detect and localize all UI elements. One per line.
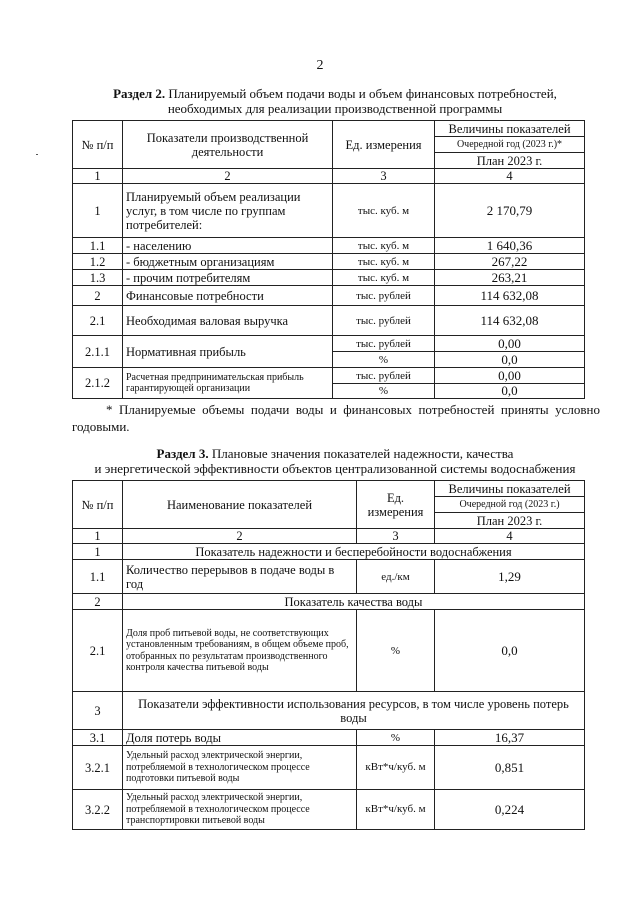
row-name: Планируемый объем реализации услуг, в том числе по группам потребителей:: [123, 184, 333, 238]
table-row: [73, 730, 585, 746]
row-name: - бюджетным организациям: [123, 254, 333, 270]
header-plan: План 2023 г.: [435, 513, 585, 529]
header-values: Величины показателей: [435, 481, 585, 497]
row-value: 0,0: [435, 610, 585, 692]
table-row: [73, 560, 585, 594]
table-row: [73, 270, 585, 286]
row-value: 1 640,36: [435, 238, 585, 254]
header-indicator: Показатели производственной деятельности: [123, 121, 333, 169]
row-num: 3.2.1: [73, 746, 123, 790]
row-name: Доля потерь воды: [123, 730, 357, 746]
row-num: 1.2: [73, 254, 123, 270]
row-unit: ед./км: [357, 560, 435, 594]
header-next-year: Очередной год (2023 г.): [435, 497, 585, 513]
section2-title-line2: необходимых для реализации производственной программы: [167, 101, 503, 116]
table-row: [73, 746, 585, 790]
table-row: [73, 238, 585, 254]
row-unit: тыс. рублей: [333, 306, 435, 336]
group-num: 2: [73, 594, 123, 610]
row-name: Финансовые потребности: [123, 286, 333, 306]
col-number: 2: [123, 529, 357, 544]
row-num: 1.1: [73, 238, 123, 254]
header-plan: План 2023 г.: [435, 153, 585, 169]
row-name: - населению: [123, 238, 333, 254]
group-title: Показатель надежности и бесперебойности водоснабжения: [123, 544, 585, 560]
table-row: [73, 790, 585, 830]
row-unit: тыс. куб. м: [333, 270, 435, 286]
col-number: 2: [123, 169, 333, 184]
row-num: 3.2.2: [73, 790, 123, 830]
footnote: [72, 401, 600, 435]
header-values: Величины показателей: [435, 121, 585, 137]
row-name: Необходимая валовая выручка: [123, 306, 333, 336]
row-value: 263,21: [435, 270, 585, 286]
col-number: 3: [333, 169, 435, 184]
group-row: [73, 544, 585, 560]
section3-table: [72, 480, 585, 830]
row-unit: тыс. рублей: [333, 336, 435, 352]
row-value: 114 632,08: [435, 286, 585, 306]
row-unit: тыс. рублей: [333, 368, 435, 384]
row-num: 1.3: [73, 270, 123, 286]
row-value: 0,00: [435, 336, 585, 352]
row-name: Удельный расход электрической энергии, потребляемой в технологическом процессе транспортировки питьевой воды: [123, 790, 357, 830]
table-row: [73, 184, 585, 238]
page-number: 2: [316, 58, 324, 73]
table-row: [73, 336, 585, 352]
row-num: 3.1: [73, 730, 123, 746]
row-value: 16,37: [435, 730, 585, 746]
section2-heading: [70, 86, 600, 116]
row-unit: %: [333, 384, 435, 399]
scan-mark: [36, 154, 38, 155]
row-unit: тыс. куб. м: [333, 254, 435, 270]
table-row: [73, 254, 585, 270]
row-unit: тыс. рублей: [333, 286, 435, 306]
row-unit: %: [333, 352, 435, 368]
header-num: № п/п: [73, 121, 123, 169]
row-num: 2.1: [73, 306, 123, 336]
row-value: 0,851: [435, 746, 585, 790]
section3-heading: [66, 446, 604, 476]
row-value: 0,00: [435, 368, 585, 384]
row-num: 2.1.2: [73, 368, 123, 399]
col-number: 4: [435, 169, 585, 184]
row-unit: тыс. куб. м: [333, 238, 435, 254]
row-unit: %: [357, 730, 435, 746]
row-value: 267,22: [435, 254, 585, 270]
col-number: 1: [73, 529, 123, 544]
table-row: [73, 610, 585, 692]
row-value: 0,224: [435, 790, 585, 830]
row-name: Удельный расход электрической энергии, потребляемой в технологическом процессе подготовки питьевой воды: [123, 746, 357, 790]
section2-title-rest: Планируемый объем подачи воды и объем финансовых потребностей,: [165, 86, 557, 101]
row-value: 114 632,08: [435, 306, 585, 336]
group-title: Показатели эффективности использования ресурсов, в том числе уровень потерь воды: [123, 692, 585, 730]
row-value: 2 170,79: [435, 184, 585, 238]
row-name: Количество перерывов в подаче воды в год: [123, 560, 357, 594]
row-num: 2.1.1: [73, 336, 123, 368]
header-unit: Ед. измерения: [333, 121, 435, 169]
row-unit: кВт*ч/куб. м: [357, 790, 435, 830]
table-row: [73, 286, 585, 306]
col-number: 4: [435, 529, 585, 544]
col-number: 1: [73, 169, 123, 184]
row-num: 2.1: [73, 610, 123, 692]
row-name: Нормативная прибыль: [123, 336, 333, 368]
header-num: № п/п: [73, 481, 123, 529]
row-num: 2: [73, 286, 123, 306]
row-value: 1,29: [435, 560, 585, 594]
row-unit: %: [357, 610, 435, 692]
group-num: 3: [73, 692, 123, 730]
row-value: 0,0: [435, 352, 585, 368]
row-num: 1.1: [73, 560, 123, 594]
row-num: 1: [73, 184, 123, 238]
row-name: - прочим потребителям: [123, 270, 333, 286]
footnote-text: * Планируемые объемы подачи воды и финансовых потребностей приняты условно годовыми.: [72, 402, 600, 434]
row-unit: тыс. куб. м: [333, 184, 435, 238]
header-unit: Ед. измерения: [357, 481, 435, 529]
section3-title-line2: и энергетической эффективности объектов централизованной системы водоснабжения: [94, 461, 576, 476]
table-row: [73, 306, 585, 336]
table-row: [73, 368, 585, 384]
row-name: Доля проб питьевой воды, не соответствующих установленным требованиям, в общем объеме проб, отобранных по результатам производственного контроля качества питьевой воды: [123, 610, 357, 692]
group-title: Показатель качества воды: [123, 594, 585, 610]
row-value: 0,0: [435, 384, 585, 399]
row-unit: кВт*ч/куб. м: [357, 746, 435, 790]
section2-title-bold: Раздел 2.: [113, 86, 166, 101]
header-indicator: Наименование показателей: [123, 481, 357, 529]
section2-table: [72, 120, 585, 399]
col-number: 3: [357, 529, 435, 544]
header-next-year: Очередной год (2023 г.)*: [435, 137, 585, 153]
group-row: [73, 594, 585, 610]
group-row: [73, 692, 585, 730]
row-name: Расчетная предпринимательская прибыль гарантирующей организации: [123, 368, 333, 399]
section3-title-bold: Раздел 3.: [156, 446, 209, 461]
section3-title-rest: Плановые значения показателей надежности, качества: [208, 446, 514, 461]
group-num: 1: [73, 544, 123, 560]
